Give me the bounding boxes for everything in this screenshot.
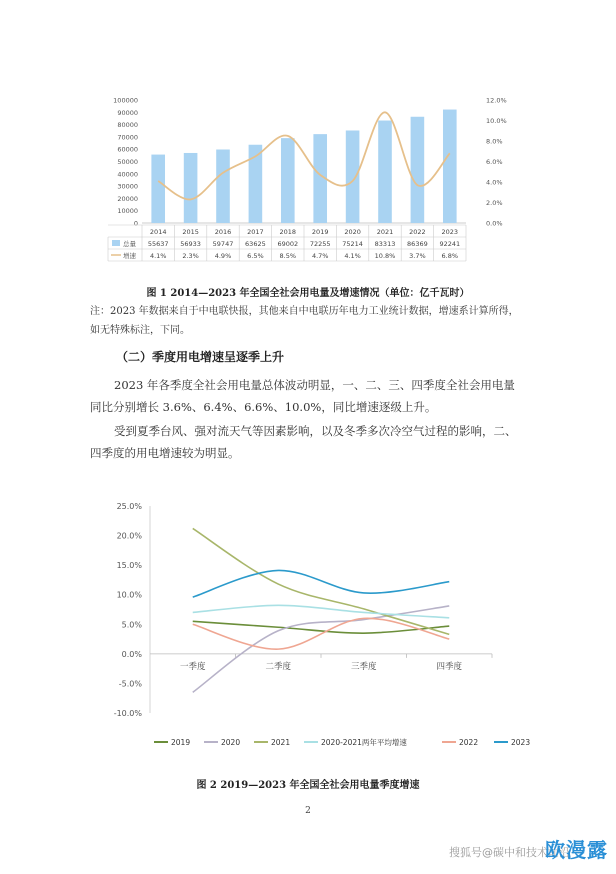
table-value-growth: 6.5% [247, 252, 264, 260]
table-value-total: 92241 [439, 240, 461, 248]
x-axis-tick-label: 2015 [182, 228, 199, 236]
bar-total [443, 110, 457, 223]
figure-1-caption: 图 1 2014—2023 年全国全社会用电量及增速情况（单位：亿千瓦时） [146, 288, 470, 299]
x-axis-tick-label: 2014 [149, 228, 167, 236]
left-axis-tick-label: 40000 [117, 170, 138, 179]
chart-1-svg [106, 90, 507, 270]
quarterly-growth-chart [104, 496, 531, 758]
chart-2-svg [104, 496, 531, 758]
x-axis-tick-label: 2016 [214, 228, 232, 236]
figure-note: 注：2023 年数据来自于中电联快报，其他来自中电联历年电力工业统计数据，增速系计算所得，如无特殊标注，下同。 [90, 306, 519, 336]
right-axis-tick-label: 12.0% [486, 96, 507, 105]
table-value-growth: 8.5% [279, 252, 297, 260]
y-axis-tick-label: 20.0% [116, 531, 142, 541]
table-value-growth: 2.3% [182, 252, 199, 260]
section-heading: （二）季度用电增速呈逐季上升 [116, 350, 285, 364]
bar-total [346, 130, 360, 223]
legend-label-growth: 增速 [123, 252, 136, 260]
table-value-growth: 4.7% [311, 252, 329, 260]
bar-total [184, 153, 198, 223]
right-axis-tick-label: 8.0% [486, 137, 503, 146]
growth-rate-line [158, 112, 450, 199]
table-value-total: 69002 [277, 240, 299, 248]
left-axis-tick-label: 80000 [117, 121, 138, 130]
bar-total [281, 138, 295, 223]
y-axis-tick-label: -10.0% [113, 709, 142, 718]
bar-total [411, 117, 425, 223]
y-axis-tick-label: 25.0% [116, 502, 142, 511]
x-axis-tick-label: 2022 [409, 228, 426, 236]
x-axis-tick-label: 三季度 [350, 661, 377, 672]
x-axis-tick-label: 四季度 [436, 661, 463, 672]
legend-swatch-total [112, 240, 120, 246]
left-axis-tick-label: 50000 [117, 158, 138, 166]
x-axis-tick-label: 2023 [441, 228, 459, 236]
table-value-total: 55637 [147, 240, 169, 248]
right-axis-tick-label: 2.0% [486, 199, 503, 207]
table-value-growth: 10.8% [374, 252, 396, 260]
legend-label: 2022 [459, 738, 479, 747]
right-axis-tick-label: 6.0% [486, 158, 503, 166]
legend-label: 2021 [271, 738, 291, 747]
right-axis-tick-label: 4.0% [486, 178, 503, 187]
bar-total [151, 155, 165, 223]
left-axis-tick-label: 90000 [117, 108, 138, 117]
page-number: 2 [305, 806, 311, 816]
figure-2-caption: 图 2 2019—2023 年全国全社会用电量季度增速 [196, 780, 420, 791]
table-value-total: 86369 [407, 240, 428, 248]
x-axis-tick-label: 2019 [311, 228, 329, 236]
brand-logo: 欧漫露 [545, 838, 608, 862]
x-axis-tick-label: 2017 [247, 228, 264, 236]
legend-label: 2020 [221, 738, 241, 747]
bar-total [216, 150, 230, 223]
series-line-2023 [193, 570, 450, 597]
y-axis-tick-label: -5.0% [118, 679, 142, 689]
table-value-total: 72255 [309, 240, 331, 248]
source-watermark: 搜狐号@碳中和技术前沿 [449, 846, 570, 859]
table-value-growth: 3.7% [409, 252, 426, 260]
table-value-total: 59747 [212, 240, 234, 248]
table-value-growth: 4.1% [149, 252, 167, 260]
table-value-total: 63625 [245, 240, 266, 248]
paragraph-quarterly-growth: 2023 年各季度全社会用电量总体波动明显，一、二、三、四季度全社会用电量同比分别增长 3.6%、6.4%、6.6%、10.0%，同比增速逐级上升。 [90, 378, 515, 414]
y-axis-tick-label: 5.0% [121, 620, 142, 630]
left-axis-tick-label: 0 [133, 219, 138, 228]
left-axis-tick-label: 30000 [117, 182, 138, 191]
series-line-2020 [193, 606, 450, 692]
x-axis-tick-label: 2021 [376, 228, 394, 236]
bar-total [378, 121, 392, 223]
left-axis-tick-label: 10000 [117, 207, 138, 216]
table-value-growth: 6.8% [441, 252, 459, 260]
x-axis-tick-label: 一季度 [179, 661, 206, 672]
left-axis-tick-label: 100000 [113, 96, 138, 105]
table-value-total: 83313 [374, 240, 396, 248]
x-axis-tick-label: 2020 [344, 228, 361, 236]
right-axis-tick-label: 0.0% [486, 219, 503, 228]
left-axis-tick-label: 70000 [117, 133, 138, 142]
table-value-growth: 4.1% [344, 252, 361, 260]
paragraph-weather-impact: 受到夏季台风、强对流天气等因素影响，以及冬季多次冷空气过程的影响，二、四季度的用电增速较为明显。 [90, 424, 517, 460]
legend-label-total: 总量 [123, 240, 136, 248]
left-axis-tick-label: 20000 [117, 194, 138, 203]
y-axis-tick-label: 10.0% [116, 590, 142, 600]
electricity-consumption-chart [106, 90, 507, 270]
left-axis-tick-label: 60000 [117, 145, 138, 154]
x-axis-tick-label: 二季度 [265, 661, 292, 672]
legend-label: 2020-2021两年平均增速 [321, 738, 407, 747]
table-value-total: 56933 [180, 240, 201, 248]
legend-label: 2023 [511, 738, 531, 747]
table-value-growth: 4.9% [214, 252, 232, 260]
legend-label: 2019 [171, 738, 191, 747]
y-axis-tick-label: 15.0% [116, 561, 142, 571]
y-axis-tick-label: 0.0% [121, 649, 142, 659]
right-axis-tick-label: 10.0% [486, 117, 507, 125]
table-value-total: 75214 [342, 240, 363, 248]
x-axis-tick-label: 2018 [279, 228, 297, 236]
